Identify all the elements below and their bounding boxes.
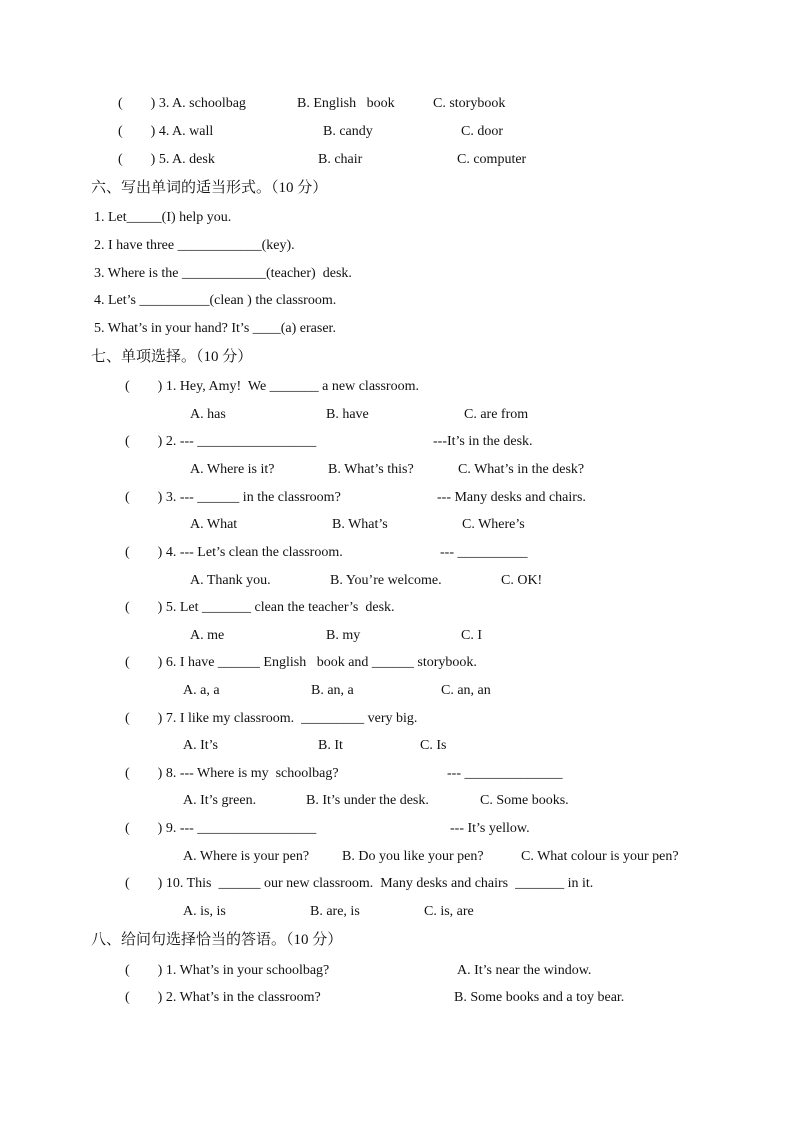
- sec7-q4-option-b: B. You’re welcome.: [330, 573, 442, 588]
- sec6-item-4: 4. Let’s __________(clean ) the classroom.: [94, 293, 337, 308]
- sec5-q3-option-c: C. storybook: [433, 96, 506, 111]
- sec7-q2-option-c: C. What’s in the desk?: [458, 462, 585, 477]
- sec7-q9-option-b: B. Do you like your pen?: [342, 849, 484, 864]
- sec7-q3-option-a: A. What: [190, 517, 238, 532]
- sec7-q2-reply: ---It’s in the desk.: [433, 434, 533, 449]
- sec5-q4-stem: ( ) 4. A. wall: [118, 124, 214, 139]
- sec7-q4-option-c: C. OK!: [501, 573, 543, 588]
- sec8-q1-stem: ( ) 1. What’s in your schoolbag?: [125, 963, 330, 978]
- sec7-q6-option-b: B. an, a: [311, 683, 354, 698]
- sec7-q2-stem: ( ) 2. --- _________________: [125, 434, 317, 449]
- sec7-q8-option-a: A. It’s green.: [183, 793, 257, 808]
- sec7-q8-option-b: B. It’s under the desk.: [306, 793, 429, 808]
- sec6-item-3: 3. Where is the ____________(teacher) desk.: [94, 266, 352, 281]
- sec7-q9-stem: ( ) 9. --- _________________: [125, 821, 317, 836]
- sec7-q5-option-b: B. my: [326, 628, 361, 643]
- sec7-q1-option-b: B. have: [326, 407, 369, 422]
- sec8-q2-stem: ( ) 2. What’s in the classroom?: [125, 990, 321, 1005]
- sec5-q5-option-b: B. chair: [318, 152, 363, 167]
- sec6-item-1: 1. Let_____(I) help you.: [94, 210, 232, 225]
- sec5-q4-option-b: B. candy: [323, 124, 373, 139]
- sec7-q3-reply: --- Many desks and chairs.: [437, 490, 586, 505]
- sec7-q3-option-c: C. Where’s: [462, 517, 525, 532]
- sec8-answer-a: A. It’s near the window.: [457, 963, 592, 978]
- sec7-q10-option-c: C. is, are: [424, 904, 474, 919]
- sec5-q5-option-c: C. computer: [457, 152, 527, 167]
- sec7-q6-stem: ( ) 6. I have ______ English book and ______ storybook.: [125, 655, 477, 670]
- sec7-q5-option-c: C. I: [461, 628, 482, 643]
- sec7-q6-option-c: C. an, an: [441, 683, 491, 698]
- sec7-q8-reply: --- ______________: [447, 766, 563, 781]
- sec5-q3-option-b: B. English book: [297, 96, 395, 111]
- sec7-q4-option-a: A. Thank you.: [190, 573, 271, 588]
- section-6-heading: 六、写出单词的适当形式。（10 分）: [91, 180, 328, 196]
- sec5-q3-stem: ( ) 3. A. schoolbag: [118, 96, 246, 111]
- sec7-q7-option-a: A. It’s: [183, 738, 218, 753]
- sec7-q1-option-a: A. has: [190, 407, 226, 422]
- sec7-q8-stem: ( ) 8. --- Where is my schoolbag?: [125, 766, 339, 781]
- sec7-q4-stem: ( ) 4. --- Let’s clean the classroom.: [125, 545, 343, 560]
- sec7-q5-stem: ( ) 5. Let _______ clean the teacher’s desk.: [125, 600, 395, 615]
- sec7-q2-option-b: B. What’s this?: [328, 462, 414, 477]
- sec5-q5-stem: ( ) 5. A. desk: [118, 152, 215, 167]
- sec8-answer-b: B. Some books and a toy bear.: [454, 990, 625, 1005]
- sec7-q9-reply: --- It’s yellow.: [450, 821, 530, 836]
- sec7-q8-option-c: C. Some books.: [480, 793, 569, 808]
- sec7-q7-option-b: B. It: [318, 738, 343, 753]
- sec7-q6-option-a: A. a, a: [183, 683, 220, 698]
- sec7-q4-reply: --- __________: [440, 545, 528, 560]
- sec7-q1-stem: ( ) 1. Hey, Amy! We _______ a new classroom.: [125, 379, 419, 394]
- sec7-q9-option-a: A. Where is your pen?: [183, 849, 310, 864]
- sec7-q3-option-b: B. What’s: [332, 517, 388, 532]
- sec7-q7-stem: ( ) 7. I like my classroom. _________ very big.: [125, 711, 418, 726]
- sec7-q7-option-c: C. Is: [420, 738, 447, 753]
- sec6-item-2: 2. I have three ____________(key).: [94, 238, 295, 253]
- sec7-q9-option-c: C. What colour is your pen?: [521, 849, 679, 864]
- sec7-q1-option-c: C. are from: [464, 407, 529, 422]
- sec7-q3-stem: ( ) 3. --- ______ in the classroom?: [125, 490, 341, 505]
- sec7-q10-option-a: A. is, is: [183, 904, 226, 919]
- sec5-q4-option-c: C. door: [461, 124, 503, 139]
- sec7-q10-stem: ( ) 10. This ______ our new classroom. Many desks and chairs _______ in it.: [125, 876, 594, 891]
- sec7-q10-option-b: B. are, is: [310, 904, 360, 919]
- sec6-item-5: 5. What’s in your hand? It’s ____(a) eraser.: [94, 321, 336, 336]
- section-7-heading: 七、单项选择。（10 分）: [91, 349, 253, 365]
- sec7-q2-option-a: A. Where is it?: [190, 462, 275, 477]
- section-8-heading: 八、给问句选择恰当的答语。（10 分）: [91, 932, 343, 948]
- sec7-q5-option-a: A. me: [190, 628, 225, 643]
